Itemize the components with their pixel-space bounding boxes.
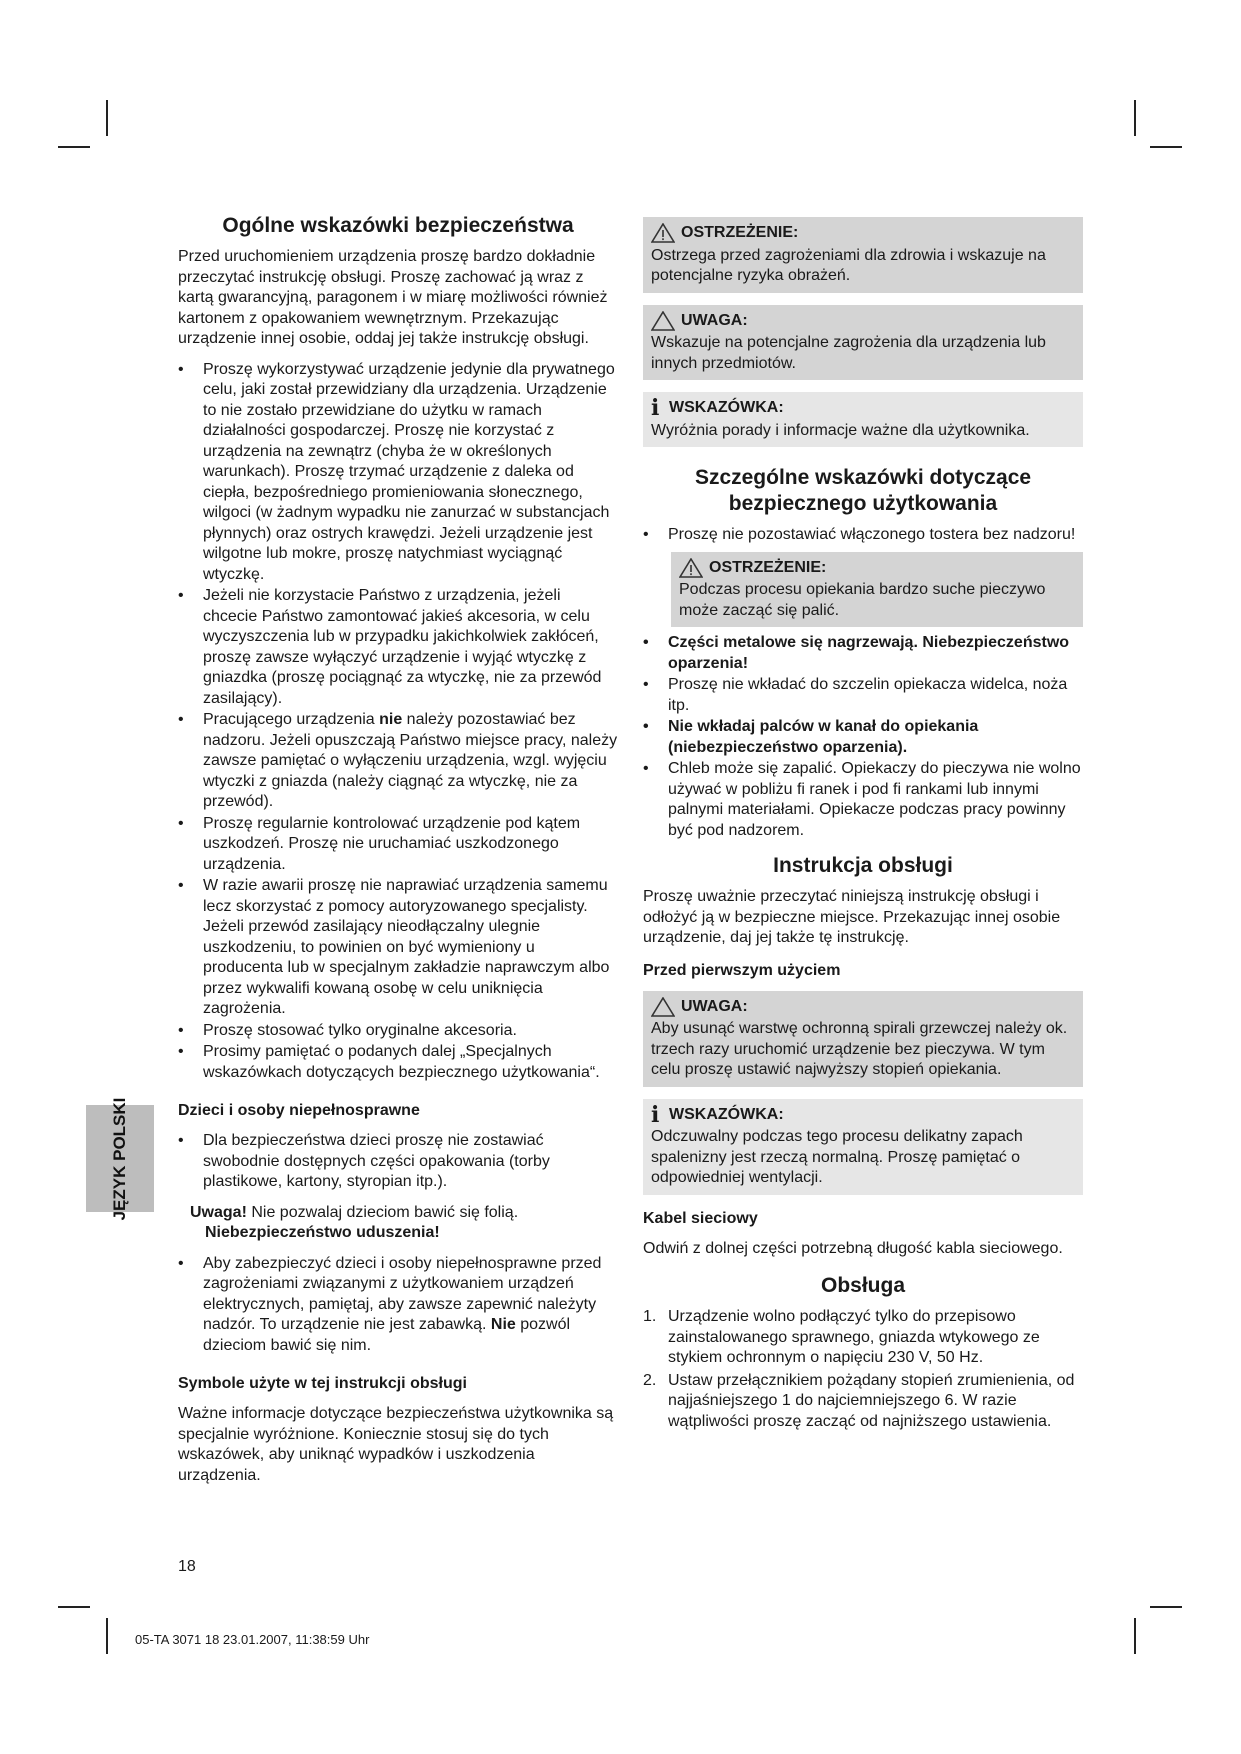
list-item: • Nie wkładaj palców w kanał do opiekania (niebezpieczeństwo oparzenia). xyxy=(643,717,1083,758)
caution-title: UWAGA: xyxy=(681,311,748,329)
warning-triangle-icon xyxy=(651,223,675,243)
list-item: • W razie awarii proszę nie naprawiać urządzenia samemu lecz skorzystać z pomocy autoryzowanego specjalisty. Jeżeli przewód zasilający nieodłączalny ulegnie uszkodzeniu, to powinien on być wymieniony u producenta lub w specjalnym zakładzie naprawczym albo przez wykwalifi kowaną osobę w celu uniknięcia zagrożenia. xyxy=(178,876,618,1020)
list-item: • Proszę wykorzystywać urządzenie jedynie dla prywatnego celu, jaki został przewidziany dla urządzenia. Urządzenie to nie zostało przewidziane do użytku w ramach działalności gospodarczej. Proszę nie korzystać z urządzenia na zewnątrz (chyba że w określonych warunkach). Proszę trzymać urządzenie z daleka od ciepła, bezpośredniego promieniowania słonecznego, wilgoci (w żadnym wypadku nie zanurzać w substancjach płynnych) oraz ostrych krawędzi. Jeżeli urządzenie jest wilgotne lub mokre, proszę natychmiast wyciągnąć wtyczkę. xyxy=(178,360,618,586)
step-item: 1. Urządzenie wolno podłączyć tylko do przepisowo zainstalowanego sprawnego, gniazda wtykowego ze stykiem ochronnym o napięciu 230 V, 50 Hz. xyxy=(643,1308,1040,1366)
crop-mark xyxy=(58,1606,90,1608)
list-item: • Proszę stosować tylko oryginalne akcesoria. xyxy=(178,1021,618,1042)
operation-steps xyxy=(643,1307,1083,1432)
tip-box xyxy=(643,392,1083,447)
intro-paragraph: Przed uruchomieniem urządzenia proszę bardzo dokładnie przeczytać instrukcję obsługi. Proszę zachować ją wraz z kartą gwarancyjną, paragonem i w miarę możliwości również kartonem z opakowaniem wewnętrznym. Przekazując urządzenie innej osobie, oddaj jej także instrukcję obsługi. xyxy=(178,248,608,347)
tip-text: Odczuwalny podczas tego procesu delikatny zapach spalenizny jest rzeczą normalną. Proszę pamiętać o odpowiedniej wentylacji. xyxy=(651,1128,1023,1186)
symbols-heading: Symbole użyte w tej instrukcji obsługi xyxy=(178,1375,467,1392)
tip-title: WSKAZÓWKA: xyxy=(669,1105,784,1123)
warning-triangle-icon xyxy=(679,558,703,578)
crop-mark xyxy=(1150,146,1182,148)
first-use-heading: Przed pierwszym użyciem xyxy=(643,961,841,979)
caution-text: Aby usunąć warstwę ochronną spirali grzewczej należy ok. trzech razy uruchomić urządzenie bez pieczywa. W tym celu proszę ustawić najwyższy stopień opiekania. xyxy=(651,1020,1068,1078)
left-column xyxy=(178,213,618,1496)
crop-mark xyxy=(106,100,108,136)
right-column xyxy=(643,217,1083,1434)
crop-mark xyxy=(58,146,90,148)
caution-triangle-icon xyxy=(651,997,675,1017)
general-safety-title: Ogólne wskazówki bezpieczeństwa xyxy=(222,214,574,237)
crop-mark xyxy=(1134,100,1136,136)
warning-text: Podczas procesu opiekania bardzo suche pieczywo może zacząć się palić. xyxy=(679,581,1046,619)
list-item: • Prosimy pamiętać o podanych dalej „Specjalnych wskazówkach dotyczących bezpiecznego użytkowania“. xyxy=(178,1042,618,1083)
crop-mark xyxy=(1134,1618,1136,1654)
tip-box-2 xyxy=(643,1099,1083,1195)
safety-list xyxy=(178,360,618,1084)
caution-title: UWAGA: xyxy=(681,997,748,1015)
info-icon: i xyxy=(651,1101,660,1128)
uwaga-note: Uwaga! Nie pozwalaj dzieciom bawić się folią. Niebezpieczeństwo uduszenia! xyxy=(190,1203,519,1241)
special-safety-title: Szczególne wskazówki dotyczące bezpiecznego użytkowania xyxy=(694,466,1032,515)
children-list xyxy=(178,1131,618,1193)
language-tab xyxy=(86,1097,154,1220)
list-item: • Chleb może się zapalić. Opiekaczy do pieczywa nie wolno używać w pobliżu fi ranek i pod fi rankami lub innymi palnymi materiałami. Opiekacze podczas pracy powinny być pod nadzorem. xyxy=(643,759,1083,841)
instructions-title: Instrukcja obsługi xyxy=(773,854,953,877)
symbols-paragraph: Ważne informacje dotyczące bezpieczeństwa użytkownika są specjalnie wyróżnione. Koniecznie stosuj się do tych wskazówek, aby uniknąć wypadków i uszkodzenia urządzenia. xyxy=(178,1405,614,1484)
cable-heading: Kabel sieciowy xyxy=(643,1209,758,1227)
print-footer: 05-TA 3071 18 23.01.2007, 11:38:59 Uhr xyxy=(135,1632,370,1647)
caution-text: Wskazuje na potencjalne zagrożenia dla urządzenia lub innych przedmiotów. xyxy=(651,334,1046,372)
crop-mark xyxy=(1150,1606,1182,1608)
instructions-paragraph: Proszę uważnie przeczytać niniejszą instrukcję obsługi i odłożyć ją w bezpieczne miejsce. Przekazując innej osobie urządzenie, daj jej także tę instrukcję. xyxy=(643,888,1061,946)
tip-title: WSKAZÓWKA: xyxy=(669,399,784,416)
caution-box-2 xyxy=(643,991,1083,1087)
step-item: 2. Ustaw przełącznikiem pożądany stopień zrumienienia, od najjaśniejszego 1 do najciemniejszego 6. W razie wątpliwości proszę zacząć od najniższego ustawienia. xyxy=(643,1371,1075,1430)
list-item: • Aby zabezpieczyć dzieci i osoby niepełnosprawne przed zagrożeniami związanymi z użytkowaniem urządzeń elektrycznych, pamiętaj, aby zawsze zapewnić należyty nadzór. To urządzenie nie jest zabawką. Nie pozwól dzieciom bawić się nim. xyxy=(178,1254,618,1357)
info-icon: i xyxy=(651,395,660,422)
cable-paragraph: Odwiń z dolnej części potrzebną długość kabla sieciowego. xyxy=(643,1239,1063,1257)
page-number: 18 xyxy=(178,1558,196,1575)
warning-box-2 xyxy=(671,552,1083,628)
operation-title: Obsługa xyxy=(820,1274,905,1297)
children-heading: Dzieci i osoby niepełnosprawne xyxy=(178,1102,420,1119)
warning-box xyxy=(643,217,1083,293)
warning-text: Ostrzega przed zagrożeniami dla zdrowia i wskazuje na potencjalne ryzyka obrażeń. xyxy=(651,246,1046,284)
warning-title: OSTRZEŻENIE: xyxy=(709,558,827,576)
list-item: • Proszę nie wkładać do szczelin opiekacza widelca, noża itp. xyxy=(643,675,1083,716)
special-list xyxy=(643,525,1083,546)
list-item: • Dla bezpieczeństwa dzieci proszę nie zostawiać swobodnie dostępnych części opakowania (torby plastikowe, kartony, styropian itp.). xyxy=(178,1131,618,1193)
list-item: • Proszę regularnie kontrolować urządzenie pod kątem uszkodzeń. Proszę nie uruchamiać uszkodzonego urządzenia. xyxy=(178,814,618,876)
special-list-2 xyxy=(643,633,1083,841)
children-list-2 xyxy=(178,1254,618,1357)
list-item: • Jeżeli nie korzystacie Państwo z urządzenia, jeżeli chcecie Państwo zamontować jakieś akcesoria, w celu wyczyszczenia lub w przypadku jakichkolwiek zakłóceń, proszę zawsze wyłączyć urządzenie i wyjąć wtyczkę z gniazdka (proszę pociągnąć za wtyczkę, nie za przewód zasilający). xyxy=(178,586,618,709)
tip-text: Wyróżnia porady i informacje ważne dla użytkownika. xyxy=(651,421,1030,439)
list-item: • Pracującego urządzenia nie należy pozostawiać bez nadzoru. Jeżeli opuszczają Państwo miejsce pracy, należy zawsze pamiętać o wyłączeniu urządzenia, wzgl. wyjęciu wtyczki z gniazda (należy ciągnąć za wtyczkę, nie za przewód). xyxy=(178,710,618,813)
crop-mark xyxy=(106,1618,108,1654)
caution-triangle-icon xyxy=(651,311,675,331)
warning-title: OSTRZEŻENIE: xyxy=(681,224,799,241)
caution-box xyxy=(643,305,1083,381)
list-item: • Części metalowe się nagrzewają. Niebezpieczeństwo oparzenia! xyxy=(643,633,1083,674)
list-item: • Proszę nie pozostawiać włączonego tostera bez nadzoru! xyxy=(643,525,1083,546)
language-tab-label: JĘZYK POLSKI xyxy=(110,1097,129,1220)
